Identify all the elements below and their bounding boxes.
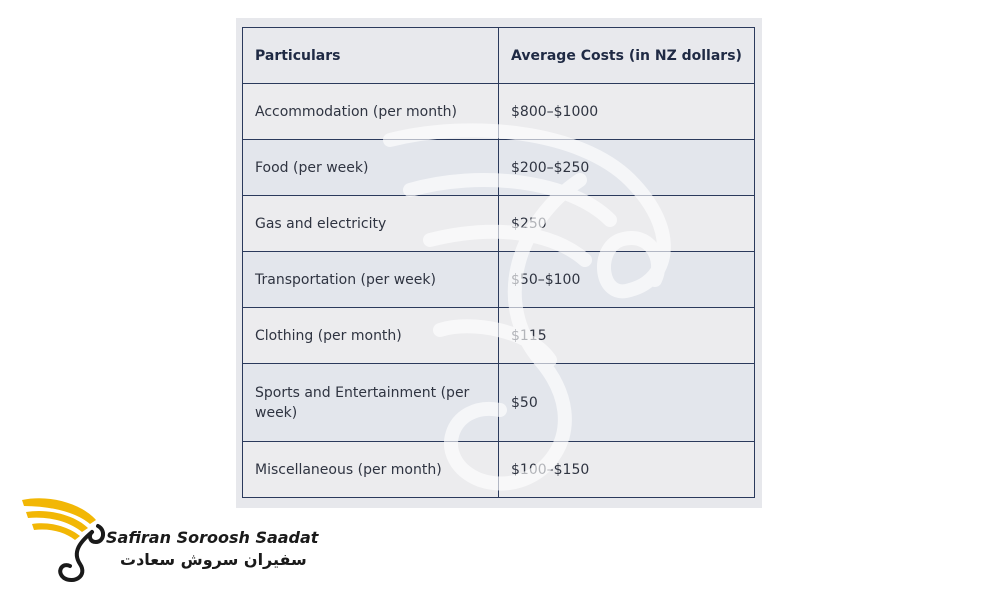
table-row — [243, 252, 755, 308]
cell-cost: $50 — [499, 364, 755, 442]
table-row — [243, 308, 755, 364]
table-row — [243, 442, 755, 498]
cell-particular: Miscellaneous (per month) — [243, 442, 499, 498]
cell-cost: $250 — [499, 196, 755, 252]
cost-table — [242, 27, 755, 498]
logo-name-english: Safiran Soroosh Saadat — [106, 528, 319, 547]
logo-name-persian: سفیران سروش سعادت — [120, 550, 307, 569]
cell-cost: $115 — [499, 308, 755, 364]
table-row — [243, 364, 755, 442]
header-particulars: Particulars — [243, 28, 499, 84]
company-logo — [20, 490, 319, 585]
cell-cost: $100–$150 — [499, 442, 755, 498]
cell-cost: $800–$1000 — [499, 84, 755, 140]
cell-particular: Gas and electricity — [243, 196, 499, 252]
cell-particular: Food (per week) — [243, 140, 499, 196]
header-average-costs: Average Costs (in NZ dollars) — [499, 28, 755, 84]
cell-particular: Transportation (per week) — [243, 252, 499, 308]
cell-cost: $200–$250 — [499, 140, 755, 196]
table-row — [243, 196, 755, 252]
cell-particular: Accommodation (per month) — [243, 84, 499, 140]
golden-swan-logo-icon — [20, 490, 110, 585]
cell-cost: $50–$100 — [499, 252, 755, 308]
cell-particular: Clothing (per month) — [243, 308, 499, 364]
table-header-row — [243, 28, 755, 84]
table-row — [243, 84, 755, 140]
table-row — [243, 140, 755, 196]
cell-particular: Sports and Entertainment (per week) — [243, 364, 499, 442]
